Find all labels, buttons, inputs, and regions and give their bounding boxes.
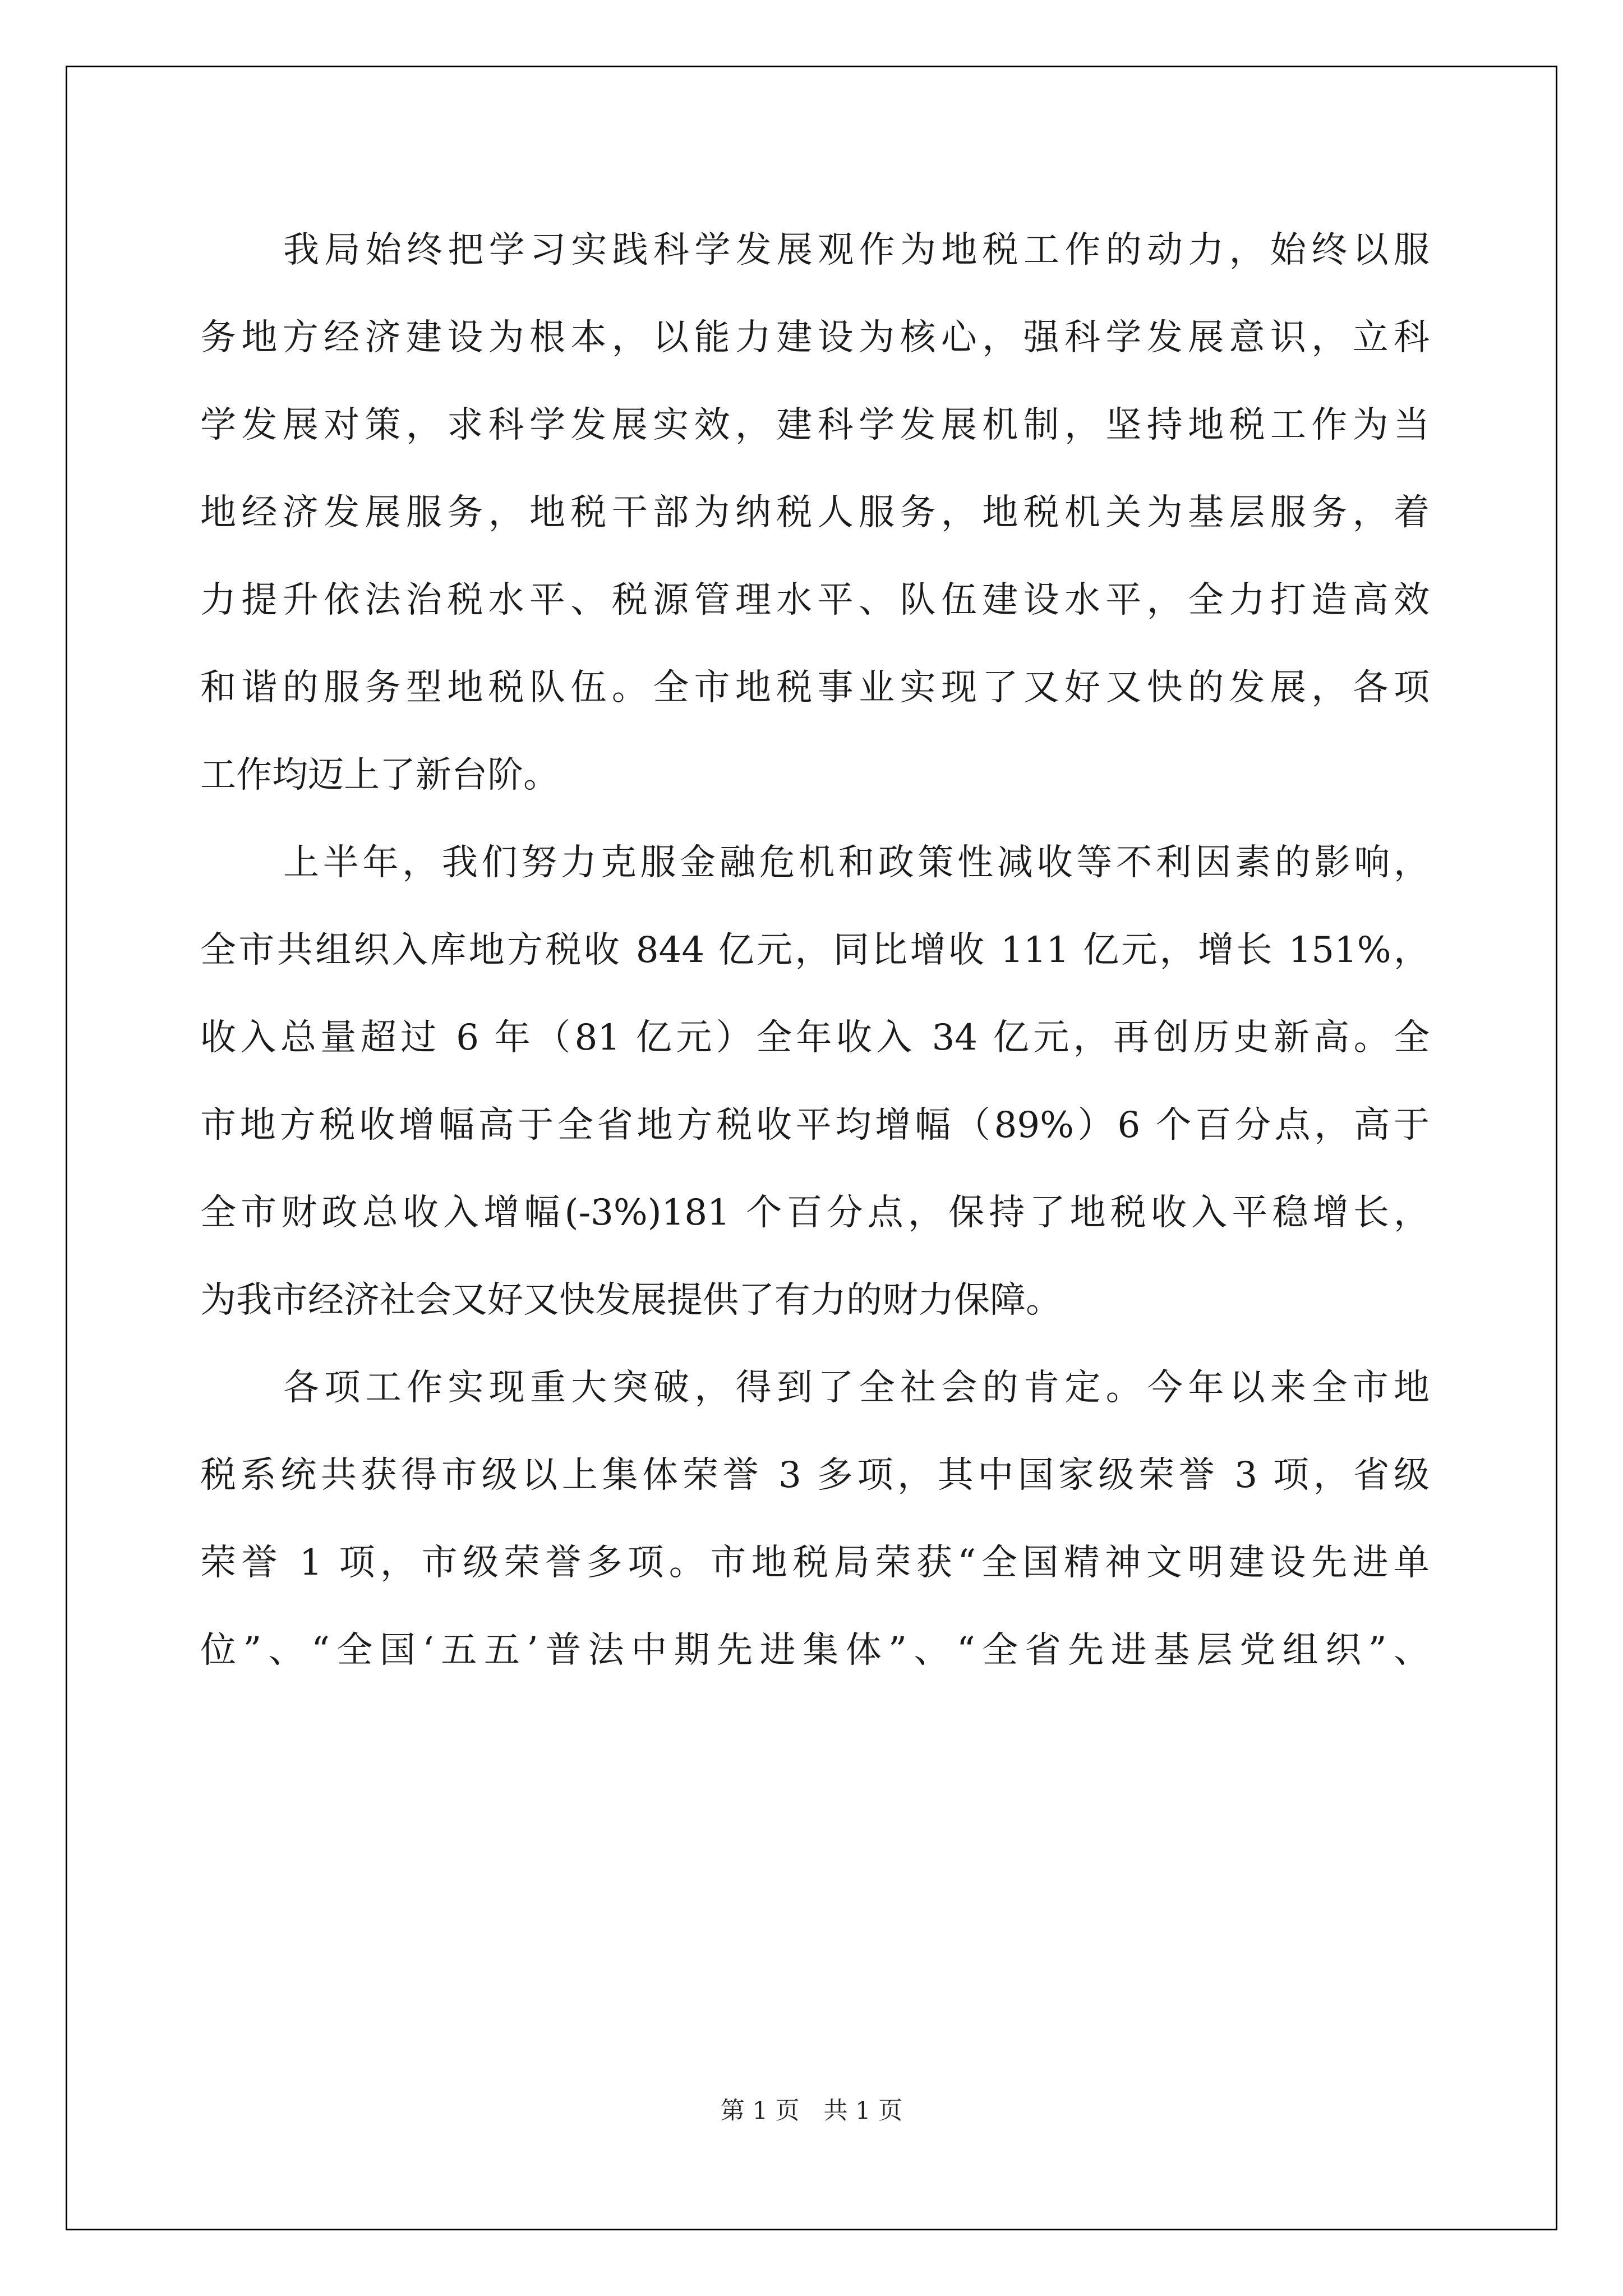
paragraph-3-line-4: 位”、“全国‘五五’普法中期先进集体”、“全省先进基层党组织”、 xyxy=(200,1630,1430,1671)
paragraph-3-line-1: 各项工作实现重大突破，得到了全社会的肯定。今年以来全市地 xyxy=(283,1367,1430,1409)
paragraph-3-line-3: 荣誉 1 项，市级荣誉多项。市地税局荣获“全国精神文明建设先进单 xyxy=(200,1542,1430,1584)
paragraph-2-line-5: 全市财政总收入增幅(-3%)181 个百分点，保持了地税收入平稳增长， xyxy=(200,1192,1430,1234)
paragraph-1-line-6: 和谐的服务型地税队伍。全市地税事业实现了又好又快的发展，各项 xyxy=(200,667,1430,708)
paragraph-1-line-7: 工作均迈上了新台阶。 xyxy=(200,754,559,796)
paragraph-3-line-2: 税系统共获得市级以上集体荣誉 3 多项，其中国家级荣誉 3 项，省级 xyxy=(200,1455,1430,1496)
paragraph-1-line-2: 务地方经济建设为根本，以能力建设为核心，强科学发展意识，立科 xyxy=(200,317,1430,358)
paragraph-1-line-3: 学发展对策，求科学发展实效，建科学发展机制，坚持地税工作为当 xyxy=(200,404,1430,446)
paragraph-2-line-4: 市地方税收增幅高于全省地方税收平均增幅（89%）6 个百分点，高于 xyxy=(200,1105,1430,1146)
paragraph-1-line-5: 力提升依法治税水平、税源管理水平、队伍建设水平，全力打造高效 xyxy=(200,579,1430,621)
paragraph-1-line-4: 地经济发展服务，地税干部为纳税人服务，地税机关为基层服务，着 xyxy=(200,492,1430,533)
paragraph-1-line-1: 我局始终把学习实践科学发展观作为地税工作的动力，始终以服 xyxy=(283,229,1430,271)
paragraph-2-line-2: 全市共组织入库地方税收 844 亿元，同比增收 111 亿元，增长 151%， xyxy=(200,930,1430,971)
paragraph-2-line-6: 为我市经济社会又好又快发展提供了有力的财力保障。 xyxy=(200,1280,1062,1321)
paragraph-2-line-1: 上半年，我们努力克服金融危机和政策性减收等不利因素的影响， xyxy=(283,842,1430,884)
page-number-footer: 第 1 页 共 1 页 xyxy=(720,2097,903,2125)
document-body xyxy=(200,206,1430,1694)
paragraph-2-line-3: 收入总量超过 6 年（81 亿元）全年收入 34 亿元，再创历史新高。全 xyxy=(200,1017,1430,1059)
